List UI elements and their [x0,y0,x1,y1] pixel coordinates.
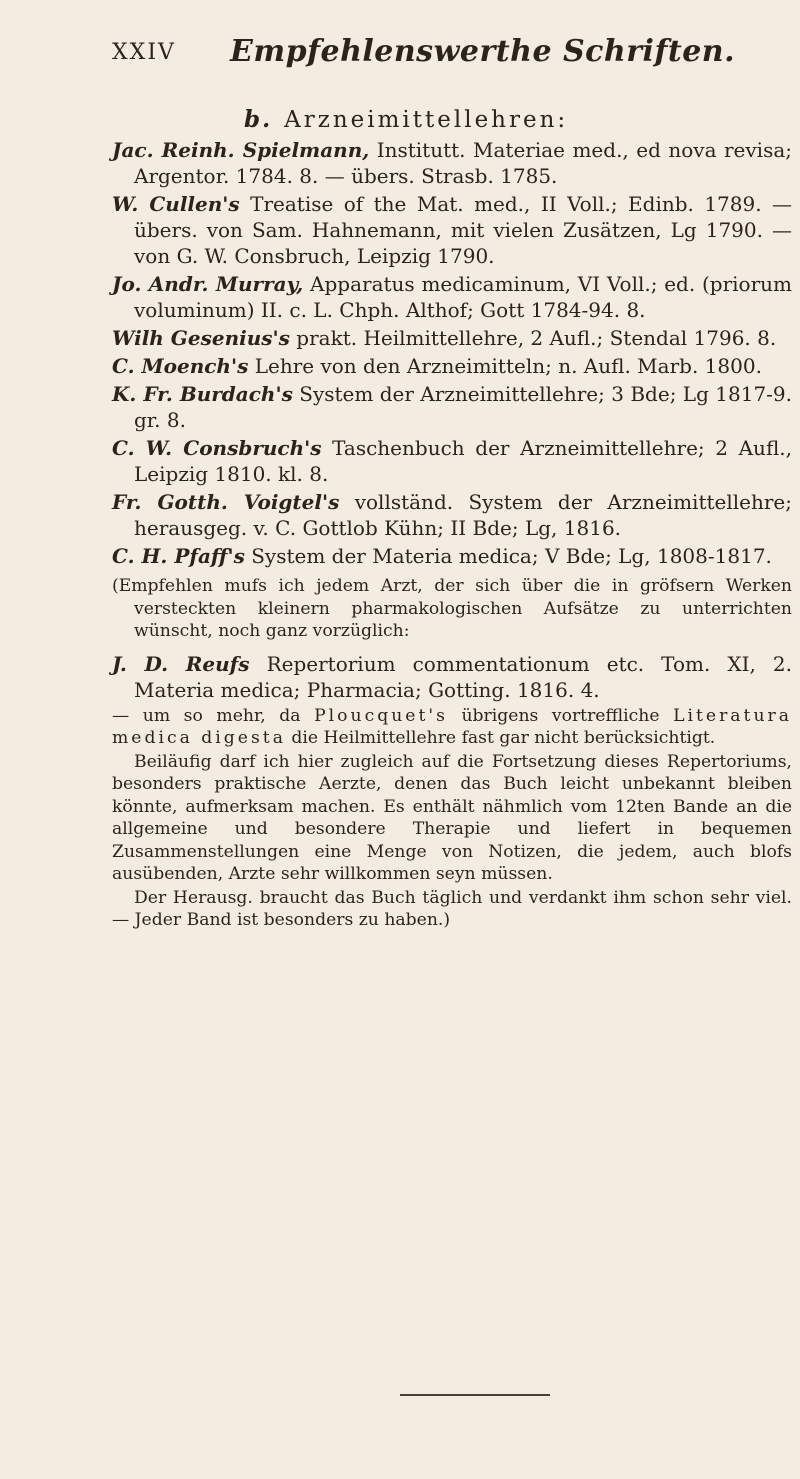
entry-author: C. Moench's [112,354,249,378]
bib-entry [112,353,792,379]
paragraph-text: übrigens vortreffliche [447,705,674,726]
running-head [112,34,792,78]
commentary-paragraph [112,705,792,750]
entry-author: Wilh Gesenius's [112,326,290,350]
commentary-paragraph: Beiläufig darf ich hier zugleich auf die Fortsetzung dieses Repertoriums, besonders praktische Aerzte, denen das Buch leicht unbekannt bleiben könnte, aufmerksam machen. Es enthält nähmlich vom 12ten Bande an die allgemeine und besondere Therapie und liefert in bequemen Zusammenstellungen eine Menge von Notizen, die jedem, auch blofs ausübenden, Arzte sehr willkommen seyn müssen. [112,751,792,884]
recommendation-note: (Empfehlen mufs ich jedem Arzt, der sich über die in gröfsern Werken versteckten kleinern pharmakologischen Aufsätze zu unterrichten wünscht, noch ganz vorzüglich: [112,576,792,641]
bib-entry [112,271,792,323]
entry-author: Fr. Gotth. Voigtel's [112,490,340,514]
bib-entry [112,489,792,541]
closing-rule [400,1394,550,1396]
entry-text: Lehre von den Arzneimitteln; n. Aufl. Marb. 1800. [254,354,762,378]
bib-entry [112,435,792,487]
entry-text: prakt. Heilmittellehre, 2 Aufl.; Stendal 1796. 8. [296,326,777,350]
bib-entry [112,381,792,433]
page-heading: Empfehlenswerthe Schriften. [230,34,736,69]
entry-text: vollständ. System der Arzneimittellehre; herausgeg. v. C. Gottlob Kühn; II Bde; Lg, 1816. [134,490,792,540]
paragraph-text: — um so mehr, da [112,705,315,726]
entry-text: Repertorium commentationum etc. Tom. XI, 2. Materia medica; Pharmacia; Gotting. 1816. 4. [134,651,792,702]
entry-author: K. Fr. Burdach's [112,382,293,406]
bib-entry [112,191,792,269]
work-title-spaced: Literatura medica digesta [112,705,792,748]
page-number: XXIV [112,40,176,65]
section-title-text: Arzneimittellehren: [284,107,569,133]
bib-entry [112,325,792,351]
entry-author: Jac. Reinh. Spielmann, [112,138,370,162]
entry-author: W. Cullen's [112,192,240,216]
bibliography-section [112,106,792,933]
entry-author: C. H. Pfaff's [112,544,245,568]
author-name-spaced: Ploucquet's [314,705,448,726]
paragraph-text: die Heilmittellehre fast gar nicht berücksichtigt. [285,728,716,748]
entry-text: System der Materia medica; V Bde; Lg, 1808-1817. [251,544,772,568]
bib-entry [112,543,792,569]
section-title [244,106,792,133]
entry-text: Apparatus medicaminum, VI Voll.; ed. (priorum voluminum) II. c. L. Chph. Althof; Gott 1784-94. 8. [134,272,792,322]
bib-entry-repertorium [112,651,792,703]
entry-text: System der Arzneimittellehre; 3 Bde; Lg 1817-9. gr. 8. [134,382,793,432]
entry-text: Taschenbuch der Arzneimittellehre; 2 Aufl., Leipzig 1810. kl. 8. [134,436,792,486]
entry-author: J. D. Reufs [112,651,250,676]
entry-text: Treatise of the Mat. med., II Voll.; Edinb. 1789. — übers. von Sam. Hahnemann, mit vielen Zusätzen, Lg 1790. — von G. W. Consbruch, Leipzig 1790. [134,192,793,268]
bib-entry [112,137,792,189]
section-letter: b. [244,106,273,133]
entry-author: C. W. Consbruch's [112,436,322,460]
commentary-paragraph: Der Herausg. braucht das Buch täglich und verdankt ihm schon sehr viel. — Jeder Band ist besonders zu haben.) [112,887,792,930]
entry-text: Institutt. Materiae med., ed nova revisa; Argentor. 1784. 8. — übers. Strasb. 1785. [134,138,792,188]
entry-author: Jo. Andr. Murray, [112,272,304,296]
